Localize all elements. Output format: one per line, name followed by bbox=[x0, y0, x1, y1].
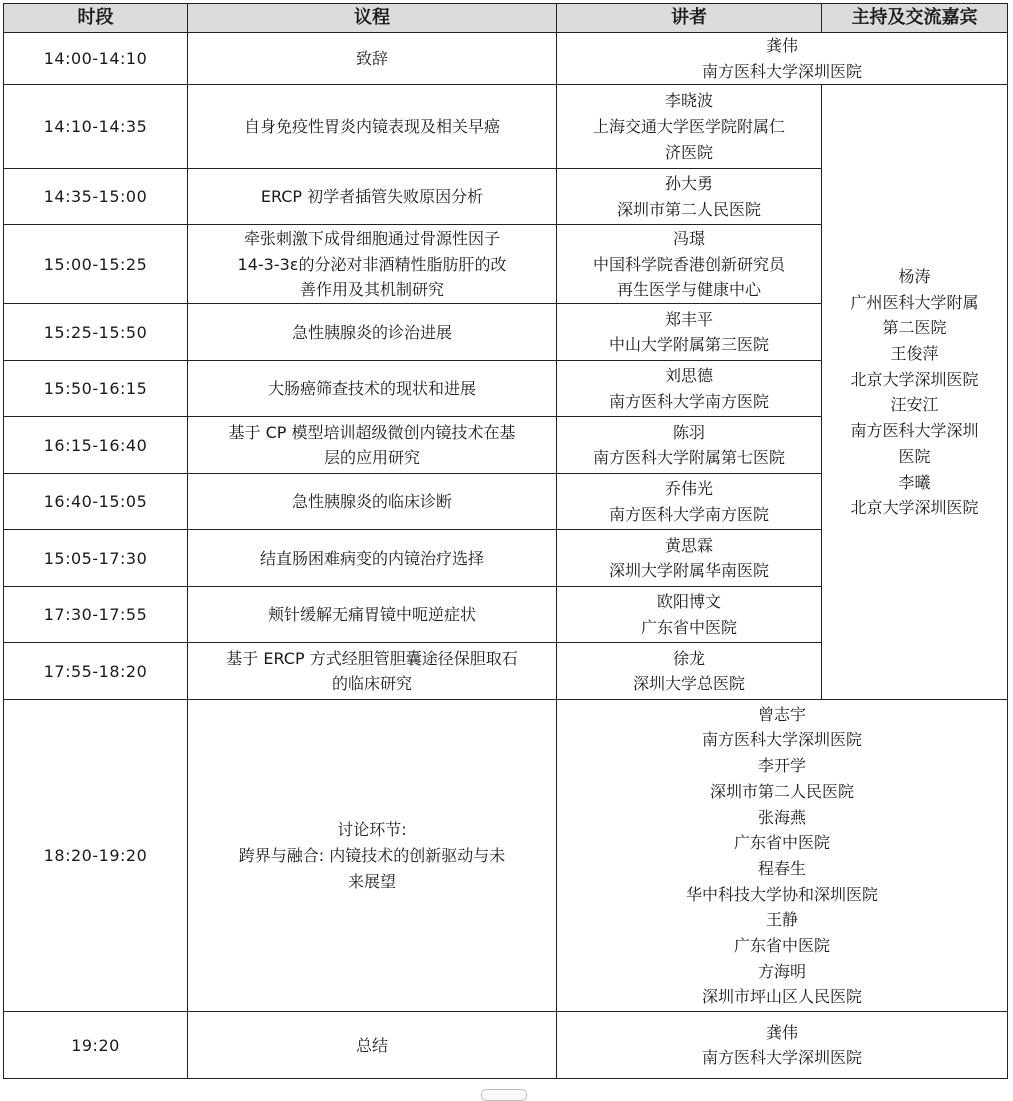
speaker-cell-line: 广东省中医院 bbox=[640, 617, 737, 637]
agenda-cell bbox=[188, 587, 557, 643]
header-agenda: 议程 bbox=[188, 4, 557, 33]
agenda-cell bbox=[188, 700, 557, 1012]
host-cell-line: 汪安江 bbox=[890, 395, 939, 415]
agenda-cell bbox=[188, 225, 557, 304]
time-cell: 16:15-16:40 bbox=[4, 417, 188, 474]
time-cell: 17:30-17:55 bbox=[4, 587, 188, 643]
speaker-cell-line: 曾志宇 bbox=[757, 704, 806, 724]
time-cell: 15:00-15:25 bbox=[4, 225, 188, 304]
agenda-cell-line: ERCP 初学者插管失败原因分析 bbox=[260, 187, 484, 207]
speaker-cell-line: 乔伟光 bbox=[664, 479, 713, 499]
agenda-cell-line: 致辞 bbox=[355, 48, 388, 68]
agenda-cell-line: 基于 CP 模型培训超级微创内镜技术在基 bbox=[228, 422, 516, 442]
speaker-cell bbox=[557, 225, 822, 304]
speaker-cell bbox=[557, 33, 1008, 85]
speaker-cell-line: 南方医科大学南方医院 bbox=[608, 391, 769, 411]
speaker-cell bbox=[557, 169, 822, 225]
agenda-cell-line: 急性胰腺炎的诊治进展 bbox=[291, 322, 452, 342]
speaker-cell-line: 济医院 bbox=[664, 142, 713, 162]
speaker-cell-line: 南方医科大学深圳医院 bbox=[701, 730, 862, 750]
agenda-cell bbox=[188, 169, 557, 225]
speaker-cell-line: 李晓波 bbox=[664, 91, 713, 111]
agenda-cell-line: 的临床研究 bbox=[331, 674, 412, 694]
time-cell: 14:10-14:35 bbox=[4, 85, 188, 169]
speaker-cell-line: 黄思霖 bbox=[664, 535, 713, 555]
speaker-cell-line: 南方医科大学深圳医院 bbox=[701, 1048, 862, 1068]
host-cell bbox=[822, 85, 1008, 700]
speaker-cell-line: 程春生 bbox=[757, 858, 806, 878]
time-cell: 14:35-15:00 bbox=[4, 169, 188, 225]
speaker-cell bbox=[557, 530, 822, 587]
agenda-cell bbox=[188, 304, 557, 361]
agenda-cell bbox=[188, 643, 557, 700]
speaker-cell-line: 陈羽 bbox=[672, 422, 705, 442]
agenda-cell bbox=[188, 474, 557, 530]
header-speaker: 讲者 bbox=[557, 4, 822, 33]
speaker-cell-line: 上海交通大学医学院附属仁 bbox=[592, 117, 785, 137]
speaker-cell-line: 南方医科大学附属第七医院 bbox=[592, 448, 785, 468]
speaker-cell-line: 深圳市坪山区人民医院 bbox=[701, 987, 862, 1007]
speaker-cell-line: 南方医科大学南方医院 bbox=[608, 504, 769, 524]
host-cell-line: 南方医科大学深圳 bbox=[850, 421, 979, 441]
speaker-cell bbox=[557, 361, 822, 417]
speaker-cell-line: 中山大学附属第三医院 bbox=[608, 335, 769, 355]
host-cell-line: 杨涛 bbox=[898, 266, 931, 286]
time-cell: 17:55-18:20 bbox=[4, 643, 188, 700]
agenda-cell bbox=[188, 1012, 557, 1079]
speaker-cell bbox=[557, 643, 822, 700]
speaker-cell bbox=[557, 304, 822, 361]
host-cell-line: 医院 bbox=[898, 446, 931, 466]
speaker-cell bbox=[557, 85, 822, 169]
table-row bbox=[4, 33, 1008, 85]
agenda-cell-line: 自身免疫性胃炎内镜表现及相关早癌 bbox=[243, 117, 500, 137]
host-cell-line: 广州医科大学附属 bbox=[850, 292, 979, 312]
speaker-cell-line: 王静 bbox=[765, 910, 798, 930]
host-cell-line: 王俊萍 bbox=[890, 344, 939, 363]
speaker-cell-line: 南方医科大学深圳医院 bbox=[701, 61, 862, 81]
time-cell: 16:40-15:05 bbox=[4, 474, 188, 530]
agenda-cell bbox=[188, 33, 557, 85]
agenda-cell-line: 讨论环节: bbox=[337, 820, 407, 840]
speaker-cell-line: 广东省中医院 bbox=[733, 833, 830, 853]
time-cell: 19:20 bbox=[4, 1012, 188, 1079]
agenda-table bbox=[3, 3, 1008, 1079]
speaker-cell-line: 欧阳博文 bbox=[656, 592, 721, 612]
time-cell: 15:05-17:30 bbox=[4, 530, 188, 587]
speaker-cell-line: 冯璟 bbox=[672, 228, 705, 248]
speaker-cell bbox=[557, 1012, 1008, 1079]
agenda-cell-line: 牵张刺激下成骨细胞通过骨源性因子 bbox=[243, 228, 500, 248]
speaker-cell-line: 孙大勇 bbox=[664, 174, 713, 194]
table-row bbox=[4, 85, 1008, 169]
speaker-cell-line: 李开学 bbox=[757, 756, 806, 776]
time-cell: 15:50-16:15 bbox=[4, 361, 188, 417]
speaker-cell-line: 深圳市第二人民医院 bbox=[709, 781, 854, 801]
speaker-cell bbox=[557, 474, 822, 530]
agenda-cell-line: 层的应用研究 bbox=[323, 448, 420, 468]
speaker-cell-line: 深圳大学总医院 bbox=[632, 674, 745, 694]
speaker-cell-line: 华中科技大学协和深圳医院 bbox=[685, 884, 878, 904]
host-cell-line: 北京大学深圳医院 bbox=[850, 498, 979, 518]
time-cell: 15:25-15:50 bbox=[4, 304, 188, 361]
table-row bbox=[4, 700, 1008, 1012]
speaker-cell-line: 张海燕 bbox=[757, 807, 806, 827]
agenda-cell-line: 颊针缓解无痛胃镜中呃逆症状 bbox=[267, 605, 476, 625]
speaker-cell-line: 方海明 bbox=[757, 961, 806, 981]
speaker-cell bbox=[557, 587, 822, 643]
speaker-cell-line: 再生医学与健康中心 bbox=[616, 280, 761, 300]
agenda-cell-line: 基于 ERCP 方式经胆管胆囊途径保胆取石 bbox=[226, 648, 518, 668]
time-cell: 18:20-19:20 bbox=[4, 700, 188, 1012]
time-cell: 14:00-14:10 bbox=[4, 33, 188, 85]
table-row bbox=[4, 1012, 1008, 1079]
speaker-cell-line: 徐龙 bbox=[672, 648, 705, 668]
speaker-cell-line: 广东省中医院 bbox=[733, 936, 830, 956]
speaker-cell-line: 龚伟 bbox=[765, 1022, 798, 1042]
speaker-cell-line: 中国科学院香港创新研究员 bbox=[592, 254, 785, 274]
agenda-cell bbox=[188, 361, 557, 417]
header-time: 时段 bbox=[4, 4, 188, 33]
speaker-cell-line: 深圳市第二人民医院 bbox=[616, 199, 761, 219]
speaker-cell-line: 深圳大学附属华南医院 bbox=[608, 561, 769, 581]
agenda-cell-line: 跨界与融合: 内镜技术的创新驱动与未 bbox=[238, 846, 506, 866]
speaker-cell-line: 刘思德 bbox=[664, 366, 713, 386]
agenda-cell-line: 善作用及其机制研究 bbox=[299, 280, 444, 300]
agenda-cell-line: 结直肠困难病变的内镜治疗选择 bbox=[259, 548, 484, 568]
agenda-body bbox=[4, 33, 1008, 1079]
host-cell-line: 第二医院 bbox=[882, 318, 947, 338]
agenda-cell-line: 急性胰腺炎的临床诊断 bbox=[291, 492, 452, 512]
speaker-cell-line: 郑丰平 bbox=[664, 309, 713, 329]
agenda-cell bbox=[188, 530, 557, 587]
speaker-cell-line: 龚伟 bbox=[765, 36, 798, 55]
agenda-cell-line: 大肠癌筛查技术的现状和进展 bbox=[267, 379, 476, 399]
speaker-cell bbox=[557, 417, 822, 474]
agenda-cell-line: 14-3-3ε的分泌对非酒精性脂肪肝的改 bbox=[237, 254, 507, 274]
header-row bbox=[4, 4, 1008, 33]
page-indicator bbox=[481, 1089, 527, 1101]
agenda-cell-line: 总结 bbox=[355, 1035, 388, 1055]
speaker-cell bbox=[557, 700, 1008, 1012]
host-cell-line: 李曦 bbox=[898, 472, 931, 492]
header-host: 主持及交流嘉宾 bbox=[822, 4, 1008, 33]
agenda-cell-line: 来展望 bbox=[347, 871, 396, 891]
host-cell-line: 北京大学深圳医院 bbox=[850, 369, 979, 389]
agenda-cell bbox=[188, 85, 557, 169]
agenda-cell bbox=[188, 417, 557, 474]
